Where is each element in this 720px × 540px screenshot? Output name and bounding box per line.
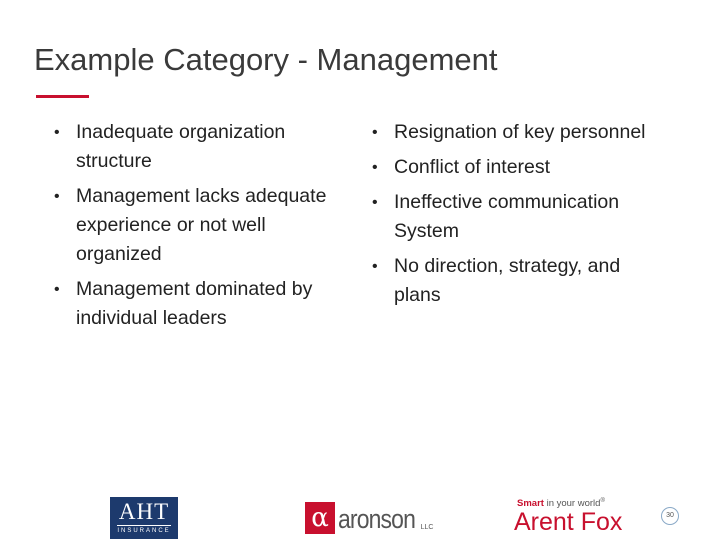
bullet-icon: •	[372, 194, 378, 211]
bullet-item	[52, 275, 332, 333]
arent-fox-logo	[514, 498, 622, 535]
registered-mark: ®	[600, 498, 605, 504]
bullet-text: Management lacks adequate experience or not well organized	[76, 185, 327, 265]
title-underline	[36, 95, 89, 98]
arent-fox-name: Arent Fox	[514, 508, 623, 536]
bullet-item	[370, 188, 660, 246]
bullet-text: Ineffective communication System	[394, 191, 620, 242]
bullet-icon: •	[372, 258, 378, 275]
aronson-logo	[305, 502, 433, 534]
bullet-icon: •	[54, 124, 60, 141]
aronson-logo-suffix: LLC	[420, 524, 434, 531]
bullet-text: No direction, strategy, and plans	[394, 255, 621, 306]
bullet-item	[52, 118, 332, 176]
aht-logo-text: AHT	[118, 499, 170, 524]
left-column	[52, 118, 332, 339]
left-bullet-list	[52, 118, 332, 333]
bullet-text: Resignation of key personnel	[394, 121, 646, 143]
bullet-item	[370, 252, 660, 310]
right-bullet-list	[370, 118, 660, 310]
bullet-icon: •	[54, 188, 60, 205]
bullet-item	[370, 118, 660, 147]
bullet-text: Conflict of interest	[394, 156, 551, 178]
aht-logo-subtext: INSURANCE	[117, 525, 170, 535]
right-column	[370, 118, 660, 316]
alpha-icon: α	[305, 502, 335, 534]
bullet-item	[370, 153, 660, 182]
bullet-icon: •	[372, 124, 378, 141]
tagline-rest: in your world	[546, 498, 601, 509]
bullet-icon: •	[54, 281, 60, 298]
aronson-logo-word: aronson	[338, 504, 415, 534]
aht-insurance-logo	[110, 497, 178, 539]
bullet-item	[52, 182, 332, 269]
page-number-badge: 30	[661, 507, 679, 525]
slide-title: Example Category - Management	[34, 42, 498, 77]
bullet-text: Inadequate organization structure	[76, 121, 286, 172]
bullet-icon: •	[372, 159, 378, 176]
bullet-text: Management dominated by individual leaders	[76, 278, 313, 329]
tagline-smart: Smart	[517, 498, 544, 509]
